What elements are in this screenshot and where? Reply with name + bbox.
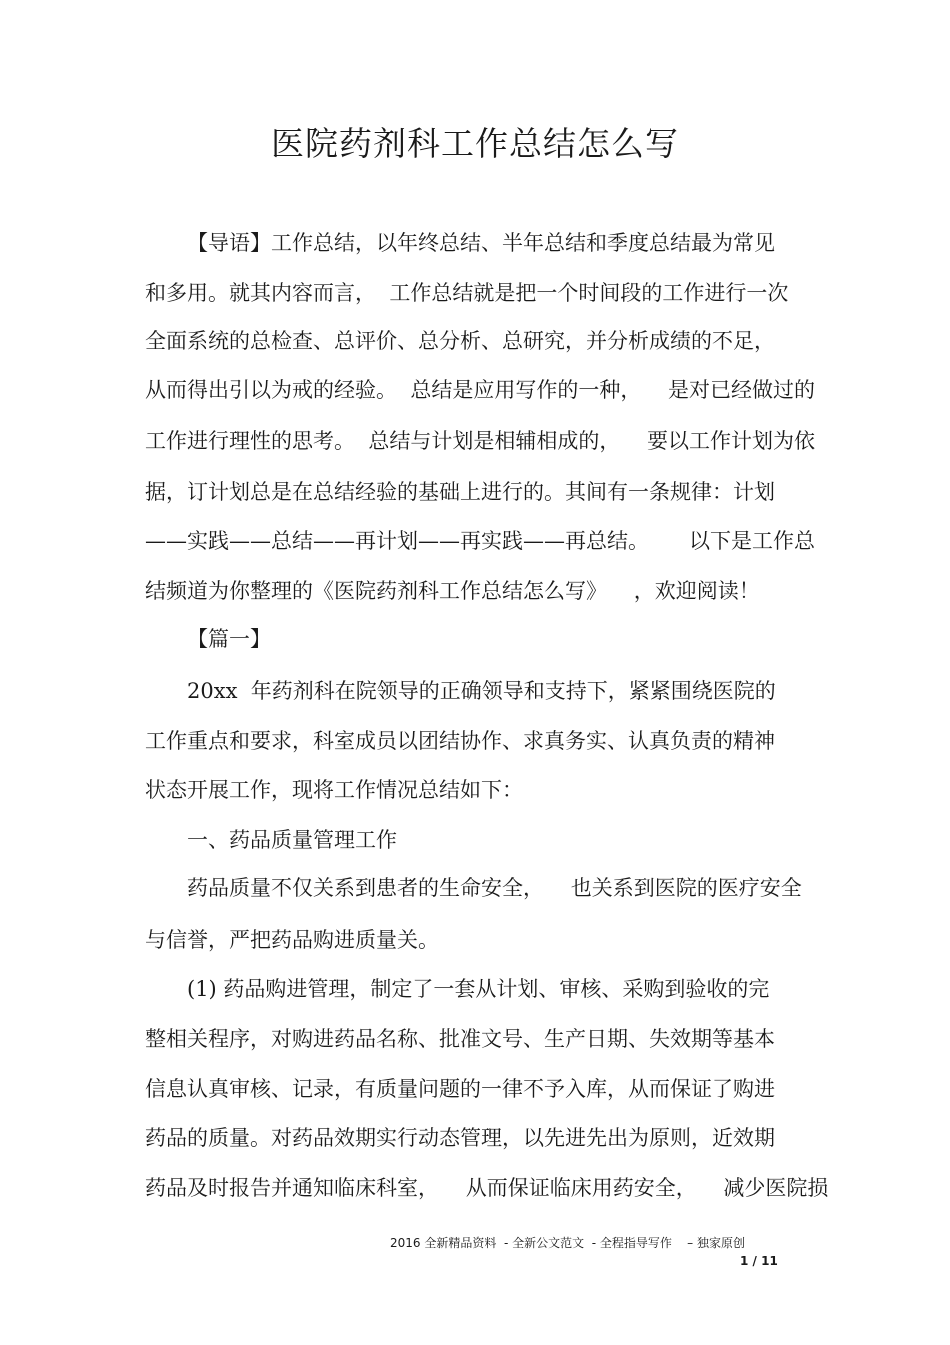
paragraph-line: ——实践——总结——再计划——再实践——再总结。 以下是工作总 bbox=[145, 529, 816, 553]
paragraph-line: 工作进行理性的思考。 总结与计划是相辅相成的， 要以工作计划为依 bbox=[145, 429, 816, 453]
page-title: 医院药剂科工作总结怎么写 bbox=[271, 124, 679, 163]
paragraph-line: 结频道为你整理的《医院药剂科工作总结怎么写》 ，欢迎阅读！ bbox=[145, 579, 760, 603]
paragraph-line: 和多用。就其内容而言， 工作总结就是把一个时间段的工作进行一次 bbox=[145, 281, 789, 305]
section-heading: 【篇一】 bbox=[187, 627, 271, 651]
paragraph-line: 与信誉，严把药品购进质量关。 bbox=[145, 928, 439, 952]
paragraph-line: (1) 药品购进管理，制定了一套从计划、审核、采购到验收的完 bbox=[187, 977, 770, 1001]
paragraph-line: 状态开展工作，现将工作情况总结如下： bbox=[145, 778, 523, 802]
paragraph-line: 整相关程序，对购进药品名称、批准文号、生产日期、失效期等基本 bbox=[145, 1027, 775, 1051]
page-number: 1 / 11 bbox=[740, 1254, 778, 1268]
paragraph-line: 从而得出引以为戒的经验。 总结是应用写作的一种， 是对已经做过的 bbox=[145, 378, 816, 402]
paragraph-line: 药品的质量。对药品效期实行动态管理，以先进先出为原则，近效期 bbox=[145, 1126, 775, 1150]
paragraph-line: 药品及时报告并通知临床科室， 从而保证临床用药安全， 减少医院损 bbox=[145, 1176, 829, 1200]
paragraph-line: 【导语】工作总结，以年终总结、半年总结和季度总结最为常见 bbox=[187, 231, 775, 255]
footer-text: 2016 全新精品资料 - 全新公文范文 - 全程指导写作 – 独家原创 bbox=[390, 1236, 745, 1250]
paragraph-line: 据，订计划总是在总结经验的基础上进行的。其间有一条规律：计划 bbox=[145, 480, 775, 504]
paragraph-line: 工作重点和要求，科室成员以团结协作、求真务实、认真负责的精神 bbox=[145, 729, 775, 753]
section-heading: 一、药品质量管理工作 bbox=[187, 828, 397, 852]
paragraph-line: 信息认真审核、记录，有质量问题的一律不予入库，从而保证了购进 bbox=[145, 1077, 775, 1101]
paragraph-line: 全面系统的总检查、总评价、总分析、总研究，并分析成绩的不足， bbox=[145, 329, 775, 353]
paragraph-line: 20xx 年药剂科在院领导的正确领导和支持下，紧紧围绕医院的 bbox=[187, 679, 776, 703]
paragraph-line: 药品质量不仅关系到患者的生命安全， 也关系到医院的医疗安全 bbox=[187, 876, 802, 900]
